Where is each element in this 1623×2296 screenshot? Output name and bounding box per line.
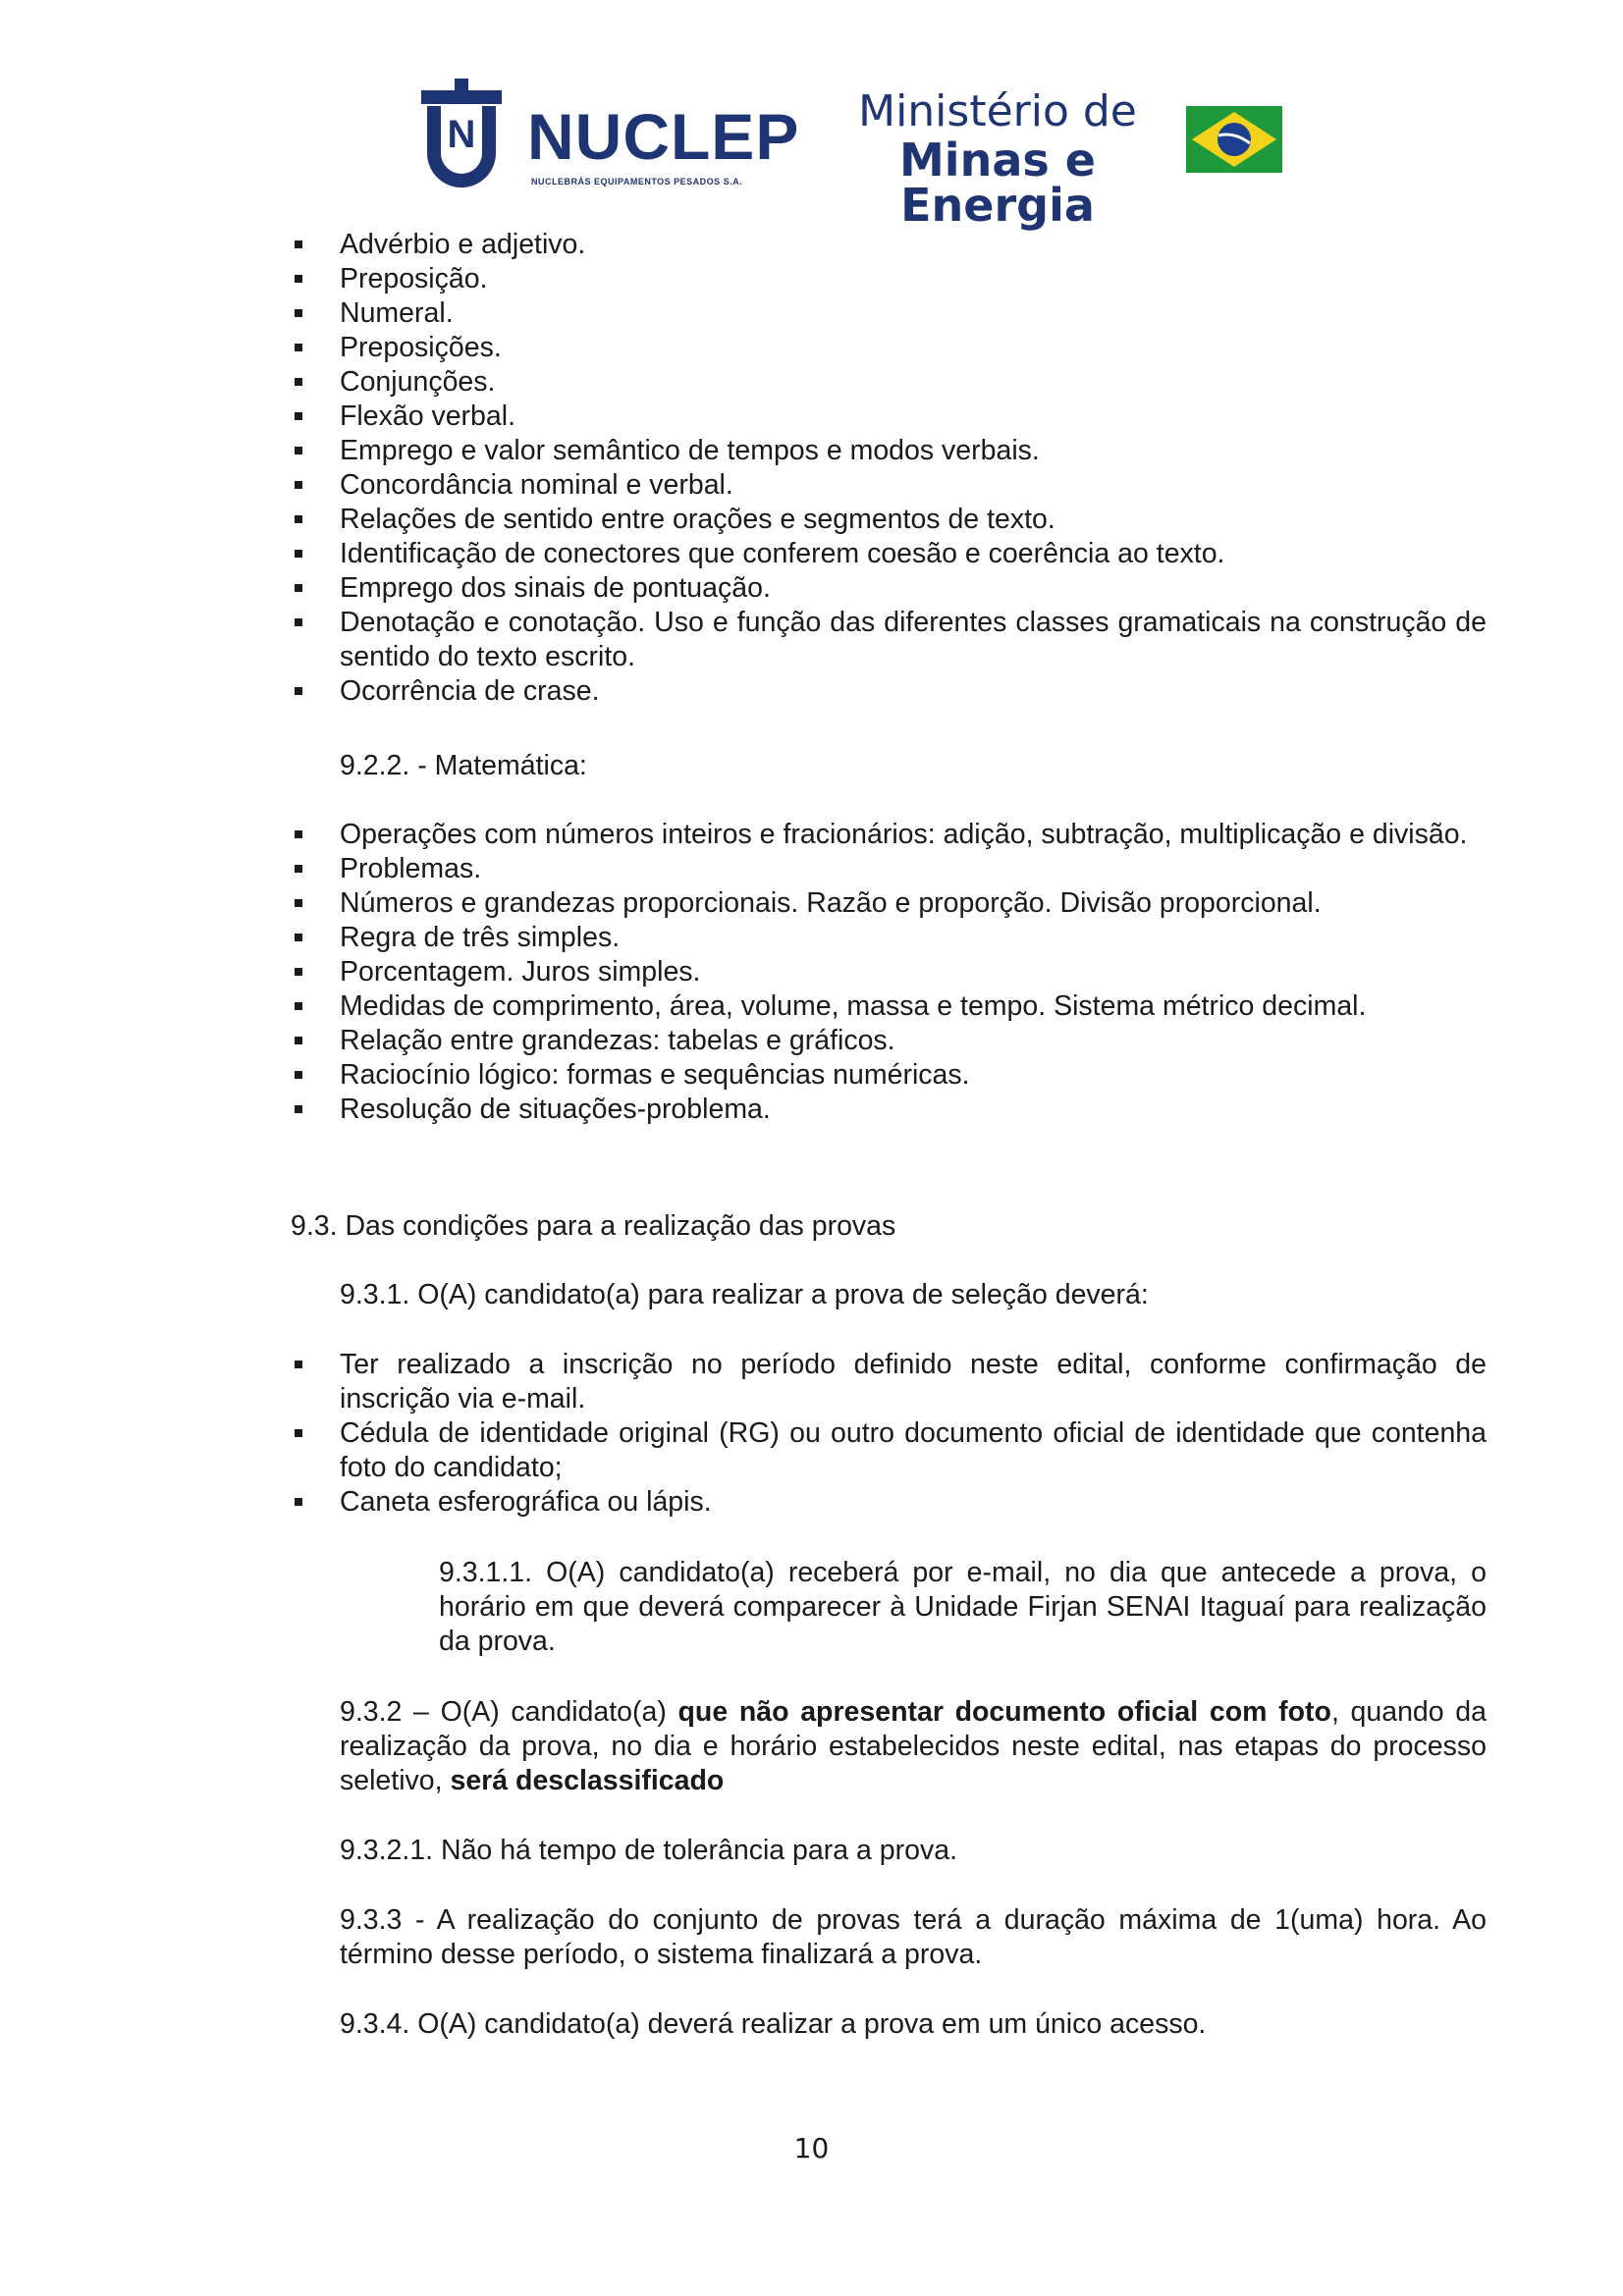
list-item: Porcentagem. Juros simples.	[0, 955, 1487, 989]
paragraph-9-3-3: 9.3.3 - A realização do conjunto de provas terá a duração máxima de 1(uma) hora. Ao término desse período, o sistema finalizará a prova.	[340, 1904, 1487, 1970]
list-requisitos	[0, 1348, 1623, 1520]
paragraph-9-3-1-1: 9.3.1.1. O(A) candidato(a) receberá por e-mail, no dia que antecede a prova, o horário em que deverá comparecer à Unidade Firjan SENAI Itaguaí para realização da prova.	[439, 1557, 1487, 1657]
list-item: Advérbio e adjetivo.	[0, 228, 1487, 262]
list-item: Caneta esferográfica ou lápis.	[0, 1485, 1487, 1520]
list-item: Emprego dos sinais de pontuação.	[0, 571, 1487, 606]
paragraph-9-3-2-middle: , quando da realização da prova, no dia e horário estabelecidos neste edital, nas etapas do processo seletivo,	[340, 1696, 1487, 1796]
nuclep-name: NUCLEP	[527, 100, 800, 173]
nuclep-logo-icon	[417, 77, 506, 199]
list-portugues	[0, 228, 1623, 709]
heading-9-3-1: 9.3.1. O(A) candidato(a) para realizar a prova de seleção deverá:	[340, 1279, 1149, 1310]
page-header	[417, 77, 1301, 232]
list-item: Denotação e conotação. Uso e função das diferentes classes gramaticais na construção de sentido do texto escrito.	[0, 606, 1487, 674]
list-item: Preposição.	[0, 262, 1487, 296]
list-item: Problemas.	[0, 852, 1487, 886]
list-item: Ocorrência de crase.	[0, 674, 1487, 709]
list-item: Ter realizado a inscrição no período definido neste edital, conforme confirmação de inscrição via e-mail.	[0, 1348, 1487, 1416]
heading-9-3: 9.3. Das condições para a realização das provas	[291, 1210, 896, 1242]
paragraph-9-3-2-1: 9.3.2.1. Não há tempo de tolerância para a prova.	[340, 1835, 957, 1866]
list-item: Relações de sentido entre orações e segmentos de texto.	[0, 503, 1487, 537]
paragraph-9-3-2-bold1: que não apresentar documento oficial com foto	[677, 1696, 1331, 1728]
list-item: Operações com números inteiros e fracionários: adição, subtração, multiplicação e divisão.	[0, 818, 1487, 852]
list-item: Regra de três simples.	[0, 921, 1487, 955]
list-item: Conjunções.	[0, 365, 1487, 400]
list-matematica	[0, 818, 1623, 1127]
list-item: Relação entre grandezas: tabelas e gráficos.	[0, 1024, 1487, 1058]
list-item: Raciocínio lógico: formas e sequências numéricas.	[0, 1058, 1487, 1093]
list-item: Preposições.	[0, 331, 1487, 365]
list-item: Medidas de comprimento, área, volume, massa e tempo. Sistema métrico decimal.	[0, 989, 1487, 1024]
ministry-line2: Minas e Energia	[899, 133, 1096, 232]
list-item: Emprego e valor semântico de tempos e modos verbais.	[0, 434, 1487, 468]
paragraph-9-3-2-prefix: 9.3.2 – O(A) candidato(a)	[340, 1696, 678, 1728]
list-item: Identificação de conectores que conferem coesão e coerência ao texto.	[0, 537, 1487, 571]
list-item: Resolução de situações-problema.	[0, 1093, 1487, 1127]
paragraph-9-3-2	[340, 1695, 1487, 1798]
ministry-line1: Ministério de	[858, 86, 1137, 136]
list-item: Cédula de identidade original (RG) ou outro documento oficial de identidade que contenha foto do candidato;	[0, 1416, 1487, 1485]
list-item: Números e grandezas proporcionais. Razão e proporção. Divisão proporcional.	[0, 886, 1487, 921]
brazil-flag-icon	[1186, 106, 1282, 173]
heading-matematica: 9.2.2. - Matemática:	[340, 750, 587, 781]
nuclep-subtitle: NUCLEBRÁS EQUIPAMENTOS PESADOS S.A.	[531, 177, 743, 187]
svg-text:N: N	[447, 113, 476, 156]
list-item: Numeral.	[0, 296, 1487, 331]
list-item: Concordância nominal e verbal.	[0, 468, 1487, 503]
ministry-title	[835, 86, 1161, 232]
paragraph-9-3-2-bold2: será desclassificado	[450, 1765, 725, 1796]
page-number: 10	[793, 2132, 830, 2164]
list-item: Flexão verbal.	[0, 400, 1487, 434]
paragraph-9-3-4: 9.3.4. O(A) candidato(a) deverá realizar a prova em um único acesso.	[340, 2008, 1207, 2040]
